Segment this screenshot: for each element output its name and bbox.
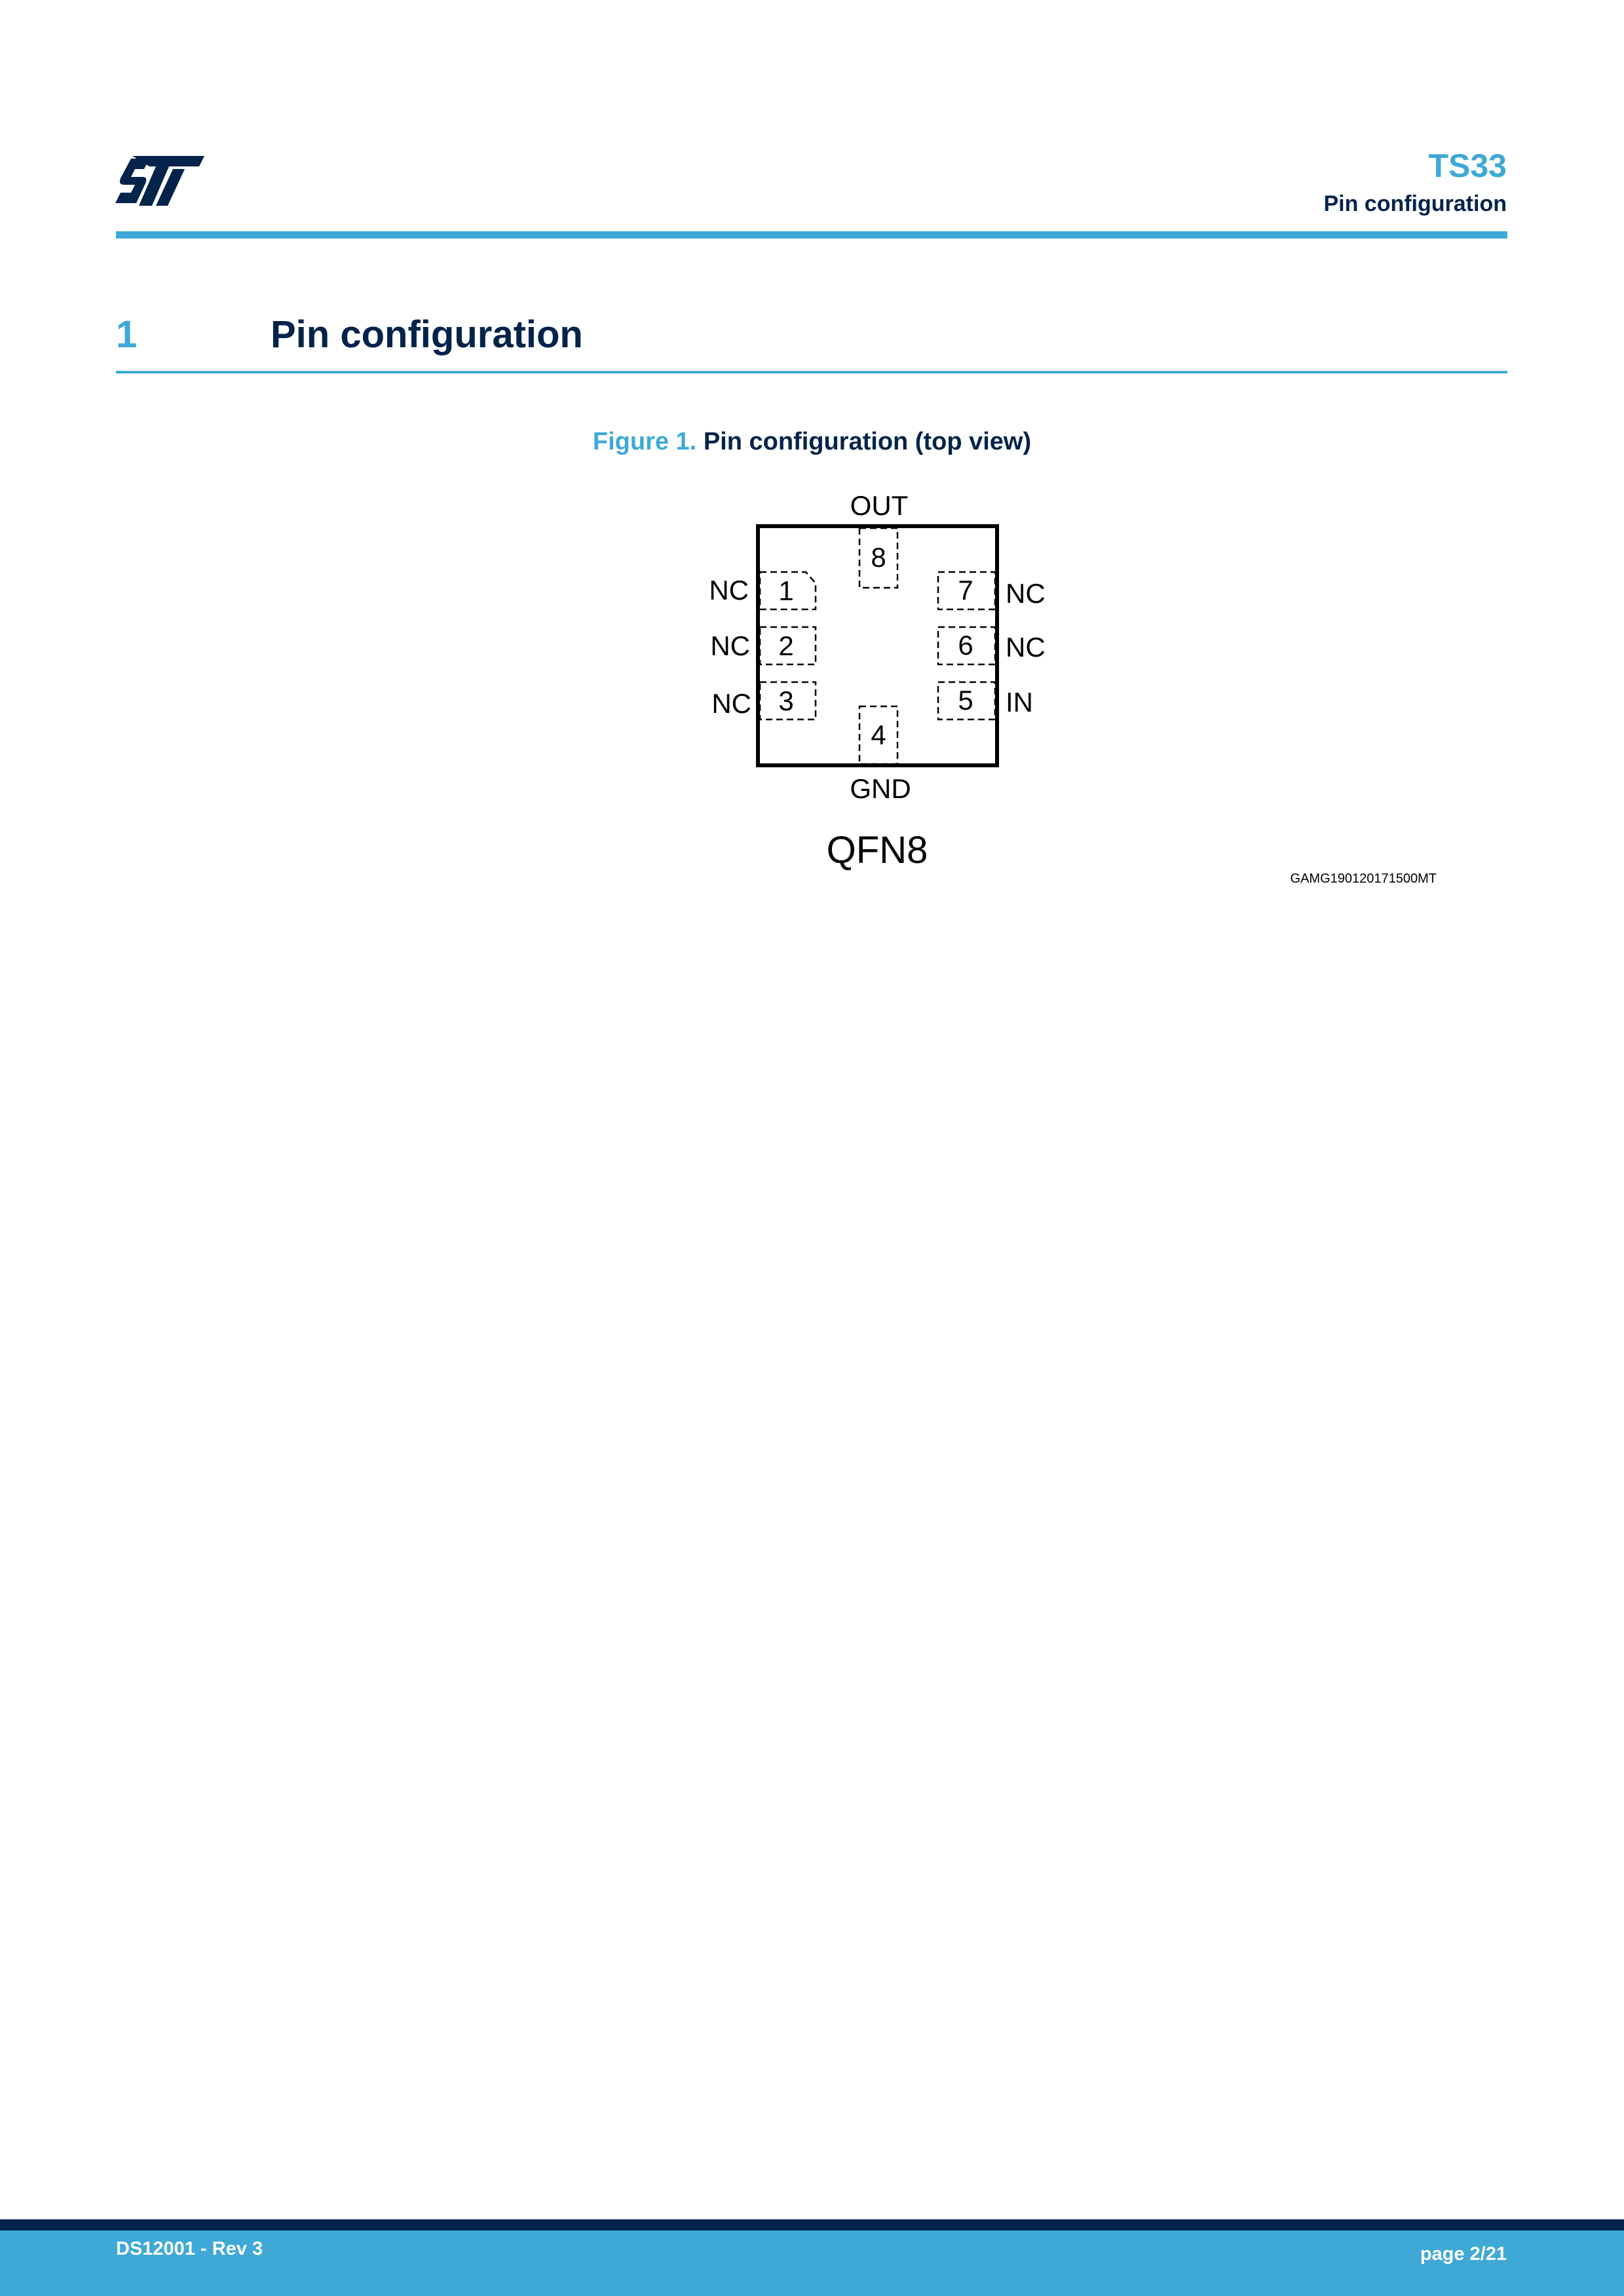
footer-doc-id: DS12001 - Rev 3 — [116, 2238, 263, 2259]
header-section-name: Pin configuration — [1323, 191, 1507, 216]
section-number: 1 — [116, 313, 138, 356]
pin-number-8: 8 — [871, 542, 886, 573]
pin-number-5: 5 — [958, 685, 973, 716]
pin-number-3: 3 — [778, 685, 794, 716]
pin-number-4: 4 — [871, 719, 886, 750]
package-name: QFN8 — [826, 829, 928, 871]
figure-caption — [0, 429, 1624, 454]
figure-label: Figure 1. — [592, 428, 697, 455]
header-divider — [116, 231, 1507, 239]
section-title: Pin configuration — [271, 313, 583, 356]
pin-number-6: 6 — [958, 630, 973, 660]
pin-number-2: 2 — [778, 630, 794, 661]
footer-dark-band — [0, 2219, 1624, 2230]
pin-diagram — [675, 478, 1487, 911]
pin-name-7: NC — [1006, 578, 1046, 609]
pin-name-4: GND — [850, 773, 911, 804]
pin-name-5: IN — [1006, 687, 1033, 718]
pin-name-1: NC — [709, 575, 749, 605]
pin-name-2: NC — [710, 630, 750, 661]
section-divider — [116, 371, 1507, 373]
pin-name-8: OUT — [850, 490, 909, 521]
figure-title: Pin configuration (top view) — [703, 428, 1032, 455]
pin-name-6: NC — [1006, 632, 1046, 662]
figure-code: GAMG190120171500MT — [1290, 871, 1437, 886]
st-logo — [115, 156, 204, 206]
pin-number-7: 7 — [958, 575, 973, 605]
header-product-name: TS33 — [1428, 147, 1507, 184]
footer-page-number: page 2/21 — [1420, 2244, 1507, 2265]
pin-name-3: NC — [711, 688, 751, 719]
pin-number-1: 1 — [778, 575, 794, 606]
